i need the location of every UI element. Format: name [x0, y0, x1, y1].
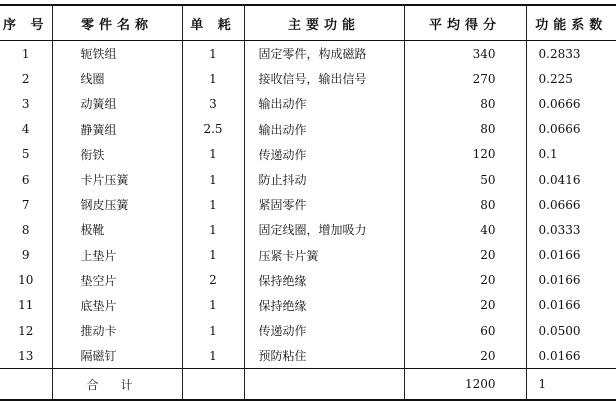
unit-consumption: 1 — [182, 343, 244, 369]
average-score: 60 — [404, 318, 526, 343]
part-name: 底垫片 — [52, 293, 182, 318]
row-no: 13 — [18, 348, 34, 363]
main-function: 传递动作 — [244, 142, 404, 167]
average-score: 20 — [404, 343, 526, 369]
part-name: 隔磁钉 — [52, 343, 182, 369]
total-func-cell — [244, 369, 404, 401]
table-row — [0, 142, 616, 167]
row-no: 12 — [18, 323, 34, 338]
row-no: 3 — [21, 96, 30, 111]
main-function: 保持绝缘 — [244, 293, 404, 318]
row-no: 8 — [21, 222, 30, 237]
total-label: 合计 — [52, 369, 182, 401]
table-row — [0, 318, 616, 343]
main-function: 固定线圈，增加吸力 — [244, 217, 404, 242]
row-no: 1 — [21, 46, 30, 61]
unit-consumption: 1 — [182, 243, 244, 268]
function-coefficient: 0.0416 — [526, 167, 616, 192]
header-average-score: 平均得分 — [404, 5, 526, 41]
unit-consumption: 1 — [182, 167, 244, 192]
part-name: 动簧组 — [52, 91, 182, 116]
row-no: 10 — [18, 273, 34, 288]
table-row — [0, 117, 616, 142]
table-row — [0, 167, 616, 192]
unit-consumption: 1 — [182, 66, 244, 91]
table-row — [0, 293, 616, 318]
main-function: 固定零件，构成磁路 — [244, 41, 404, 67]
row-no: 9 — [21, 248, 30, 263]
function-coefficient: 0.0666 — [526, 192, 616, 217]
table-row — [0, 217, 616, 242]
total-qty-cell — [182, 369, 244, 401]
average-score: 270 — [404, 66, 526, 91]
unit-consumption: 2 — [182, 268, 244, 293]
unit-consumption: 1 — [182, 318, 244, 343]
main-function: 防止抖动 — [244, 167, 404, 192]
average-score: 80 — [404, 91, 526, 116]
main-function: 紧固零件 — [244, 192, 404, 217]
header-part-name: 零件名称 — [52, 5, 182, 41]
average-score: 80 — [404, 192, 526, 217]
function-coefficient: 0.0166 — [526, 343, 616, 369]
average-score: 120 — [404, 142, 526, 167]
total-coefficient: 1 — [526, 369, 616, 401]
parts-function-table — [0, 4, 616, 401]
main-function: 预防粘住 — [244, 343, 404, 369]
average-score: 50 — [404, 167, 526, 192]
average-score: 80 — [404, 117, 526, 142]
function-coefficient: 0.0500 — [526, 318, 616, 343]
average-score: 20 — [404, 243, 526, 268]
row-no: 2 — [21, 71, 30, 86]
part-name: 垫空片 — [52, 268, 182, 293]
average-score: 20 — [404, 293, 526, 318]
part-name: 卡片压簧 — [52, 167, 182, 192]
function-coefficient: 0.0166 — [526, 293, 616, 318]
unit-consumption: 1 — [182, 41, 244, 67]
unit-consumption: 1 — [182, 217, 244, 242]
table-row — [0, 243, 616, 268]
unit-consumption: 2.5 — [182, 117, 244, 142]
table-row — [0, 41, 616, 67]
table-row — [0, 91, 616, 116]
function-coefficient: 0.0333 — [526, 217, 616, 242]
part-name: 推动卡 — [52, 318, 182, 343]
row-no: 4 — [21, 122, 30, 137]
total-row — [0, 369, 616, 401]
row-no: 6 — [21, 172, 30, 187]
average-score: 340 — [404, 41, 526, 67]
main-function: 输出动作 — [244, 91, 404, 116]
row-no: 11 — [18, 298, 34, 313]
table-row — [0, 192, 616, 217]
unit-consumption: 1 — [182, 293, 244, 318]
function-coefficient: 0.0666 — [526, 117, 616, 142]
table-row — [0, 268, 616, 293]
part-name: 极靴 — [52, 217, 182, 242]
main-function: 输出动作 — [244, 117, 404, 142]
average-score: 20 — [404, 268, 526, 293]
function-coefficient: 0.0166 — [526, 268, 616, 293]
average-score: 40 — [404, 217, 526, 242]
main-function: 压紧卡片簧 — [244, 243, 404, 268]
main-function: 接收信号，输出信号 — [244, 66, 404, 91]
part-name: 轭铁组 — [52, 41, 182, 67]
part-name: 钢皮压簧 — [52, 192, 182, 217]
table-row — [0, 66, 616, 91]
unit-consumption: 3 — [182, 91, 244, 116]
main-function: 保持绝缘 — [244, 268, 404, 293]
total-score: 1200 — [404, 369, 526, 401]
header-function-coefficient: 功能系数 — [526, 5, 616, 41]
row-no: 7 — [21, 197, 30, 212]
unit-consumption: 1 — [182, 142, 244, 167]
function-coefficient: 0.2833 — [526, 41, 616, 67]
header-row — [0, 5, 616, 41]
table-row — [0, 343, 616, 369]
unit-consumption: 1 — [182, 192, 244, 217]
function-coefficient: 0.1 — [526, 142, 616, 167]
main-function: 传递动作 — [244, 318, 404, 343]
total-no-cell — [0, 369, 52, 401]
function-coefficient: 0.0166 — [526, 243, 616, 268]
header-unit-consumption: 单 耗 — [182, 5, 244, 41]
part-name: 上垫片 — [52, 243, 182, 268]
header-no: 序 号 — [0, 5, 52, 41]
function-coefficient: 0.0666 — [526, 91, 616, 116]
part-name: 静簧组 — [52, 117, 182, 142]
part-name: 衔铁 — [52, 142, 182, 167]
row-no: 5 — [21, 147, 30, 162]
function-coefficient: 0.225 — [526, 66, 616, 91]
part-name: 线圈 — [52, 66, 182, 91]
header-main-function: 主要功能 — [244, 5, 404, 41]
